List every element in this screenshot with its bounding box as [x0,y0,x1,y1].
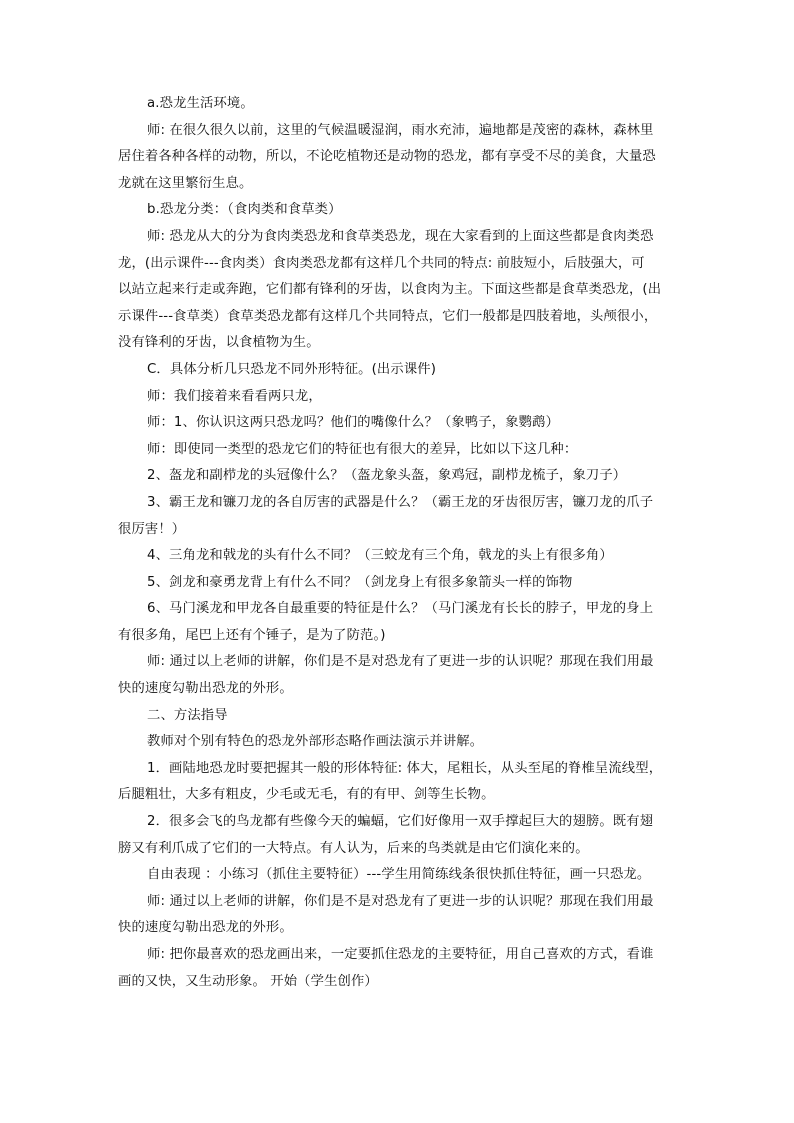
document-page [118,91,678,995]
paragraph-line: 3、霸王龙和镰刀龙的各自厉害的武器是什么？（霸王龙的牙齿很厉害，镰刀龙的爪子 [147,494,654,510]
paragraph-line: 师: 在很久很久以前，这里的气候温暖湿润，雨水充沛，遍地都是茂密的森林，森林里 [147,122,654,138]
paragraph-line: 1．画陆地恐龙时要把握其一般的形体特征: 体大，尾粗长，从头至尾的脊椎呈流线型， [147,760,663,776]
paragraph-line: 膀又有利爪成了它们的一大特点。有人认为，后来的鸟类就是由它们演化来的。 [118,840,589,856]
paragraph-line: 2．很多会飞的鸟龙都有些像今天的蝙蝠，它们好像用一双手撑起巨大的翅膀。既有翅 [147,814,654,830]
paragraph-line: 4、三角龙和戟龙的头有什么不同？（三蛟龙有三个角，戟龙的头上有很多角） [147,548,613,564]
paragraph-line: 居住着各种各样的动物，所以，不论吃植物还是动物的恐龙，都有享受不尽的美食，大量恐 [118,149,656,165]
paragraph-line: 后腿粗壮，大多有粗皮，少毛或无毛，有的有甲、剑等生长物。 [118,787,495,803]
paragraph-line: 2、盔龙和副栉龙的头冠像什么？（盔龙象头盔，象鸡冠，副栉龙梳子，象刀子） [147,468,627,484]
paragraph-line: 有很多角，尾巴上还有个锤子，是为了防范。) [118,627,386,643]
paragraph-line: 示课件---食草类）食草类恐龙都有这样几个共同特点，它们一般都是四肢着地，头颅很小， [118,308,658,324]
paragraph-line: 没有锋利的牙齿，以食植物为生。 [118,335,320,351]
paragraph-line: 龙就在这里繁衍生息。 [118,175,253,191]
paragraph-line: 师: 通过以上老师的讲解，你们是不是对恐龙有了更进一步的认识呢？那现在我们用最 [147,654,654,670]
paragraph-line: 6、马门溪龙和甲龙各自最重要的特征是什么？（马门溪龙有长长的脖子，甲龙的身上 [147,601,654,617]
paragraph-line: 师：即使同一类型的恐龙它们的特征也有很大的差异，比如以下这几种： [147,441,578,457]
paragraph-line: 师: 恐龙从大的分为食肉类恐龙和食草类恐龙，现在大家看到的上面这些都是食肉类恐 [147,228,654,244]
paragraph-line: 以站立起来行走或奔跑，它们都有锋利的牙齿，以食肉为主。下面这些都是食草类恐龙，(出 [118,282,662,298]
section-heading: 二、方法指导 [147,707,228,723]
paragraph-line: 快的速度勾勒出恐龙的外形。 [118,681,293,697]
paragraph-line: 很厉害！） [118,521,186,537]
paragraph-line: 画的又快，又生动形象。 开始（学生创作） [118,973,378,989]
paragraph-line: 教师对个别有特色的恐龙外部形态略作画法演示并讲解。 [147,734,484,750]
paragraph-line: 龙，(出示课件---食肉类）食肉类恐龙都有这样几个共同的特点: 前肢短小，后肢强大，可 [118,255,645,271]
paragraph-line: a.恐龙生活环境。 [147,96,254,111]
paragraph-line: b.恐龙分类：（食肉类和食草类） [147,202,342,218]
paragraph-line: 师：1、你认识这两只恐龙吗？他们的嘴像什么？（象鸭子，象鹦鹉） [147,415,560,431]
paragraph-line: 快的速度勾勒出恐龙的外形。 [118,920,293,936]
paragraph-line: C．具体分析几只恐龙不同外形特征。(出示课件) [147,361,437,377]
paragraph-line: 5、剑龙和豪勇龙背上有什么不同？（剑龙身上有很多象箭头一样的饰物 [147,574,573,590]
paragraph-line: 自由表现 ：小练习（抓住主要特征）---学生用简练线条很快抓住特征，画一只恐龙。 [147,867,651,883]
paragraph-line: 师: 把你最喜欢的恐龙画出来，一定要抓住恐龙的主要特征，用自己喜欢的方式，看谁 [147,947,654,962]
paragraph-line: 师：我们接着来看看两只龙， [147,388,322,404]
paragraph-line: 师: 通过以上老师的讲解，你们是不是对恐龙有了更进一步的认识呢？那现在我们用最 [147,893,654,909]
